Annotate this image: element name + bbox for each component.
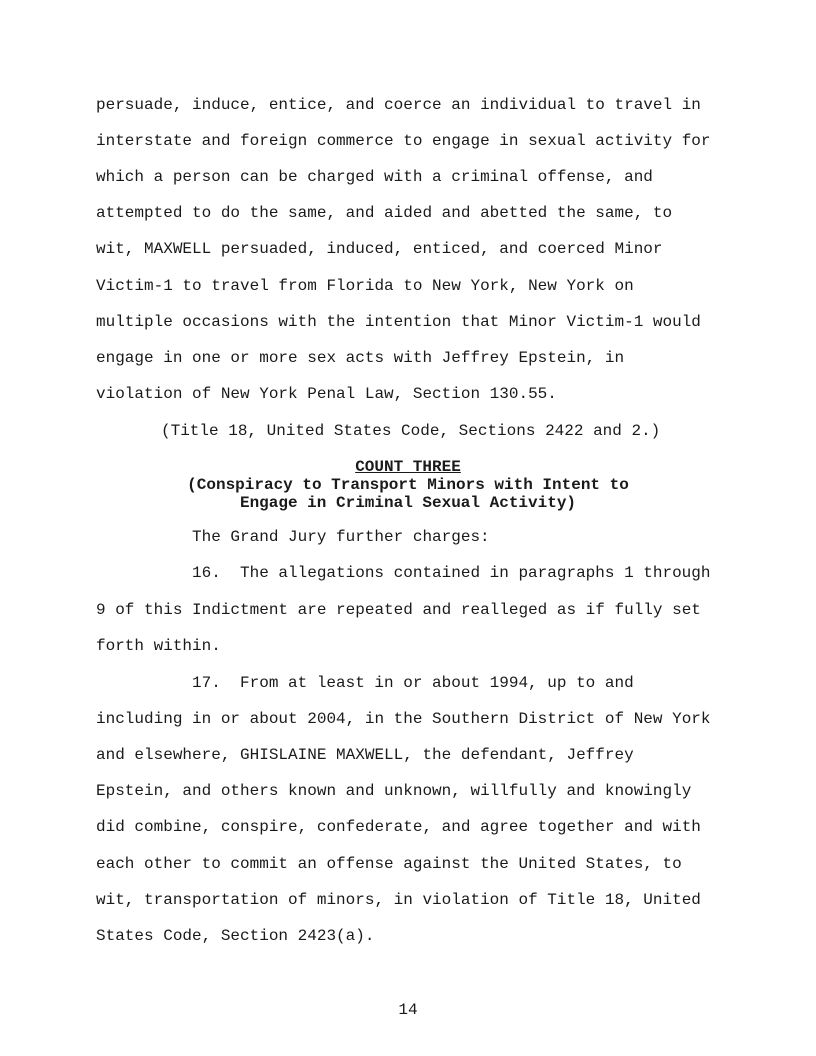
body-text-line: interstate and foreign commerce to engage in sexual activity for [96,132,711,150]
body-text-line: Victim-1 to travel from Florida to New York, New York on [96,277,634,295]
paragraph-17-line: including in or about 2004, in the Southern District of New York [96,710,711,728]
count-title: COUNT THREE [355,458,461,476]
body-text-line: multiple occasions with the intention that Minor Victim-1 would [96,313,701,331]
body-text-line: wit, MAXWELL persuaded, induced, enticed, and coerced Minor [96,240,663,258]
body-text-line: violation of New York Penal Law, Section 130.55. [96,385,557,403]
paragraph-16-line: 9 of this Indictment are repeated and realleged as if fully set [96,601,701,619]
paragraph-16-line: forth within. [96,637,221,655]
paragraph-17-line: 17. From at least in or about 1994, up to and [192,674,634,692]
paragraph-17-line: States Code, Section 2423(a). [96,927,375,945]
statute-citation: (Title 18, United States Code, Sections 2422 and 2.) [161,422,661,440]
body-text-line: attempted to do the same, and aided and abetted the same, to [96,204,673,222]
paragraph-17-line: each other to commit an offense against the United States, to [96,855,682,873]
paragraph-17-line: Epstein, and others known and unknown, willfully and knowingly [96,782,692,800]
count-subtitle-line-2: Engage in Criminal Sexual Activity) [239,494,577,512]
paragraph-16-line: 16. The allegations contained in paragraphs 1 through [192,564,711,582]
count-subtitle-line-1: (Conspiracy to Transport Minors with Intent to [187,476,629,494]
page-number: 14 [398,1001,418,1019]
count-intro: The Grand Jury further charges: [192,528,490,546]
body-text-line: persuade, induce, entice, and coerce an individual to travel in [96,96,701,114]
body-text-line: engage in one or more sex acts with Jeffrey Epstein, in [96,349,625,367]
body-text-line: which a person can be charged with a criminal offense, and [96,168,653,186]
paragraph-17-line: wit, transportation of minors, in violation of Title 18, United [96,891,701,909]
paragraph-17-line: did combine, conspire, confederate, and agree together and with [96,818,701,836]
paragraph-17-line: and elsewhere, GHISLAINE MAXWELL, the defendant, Jeffrey [96,746,634,764]
